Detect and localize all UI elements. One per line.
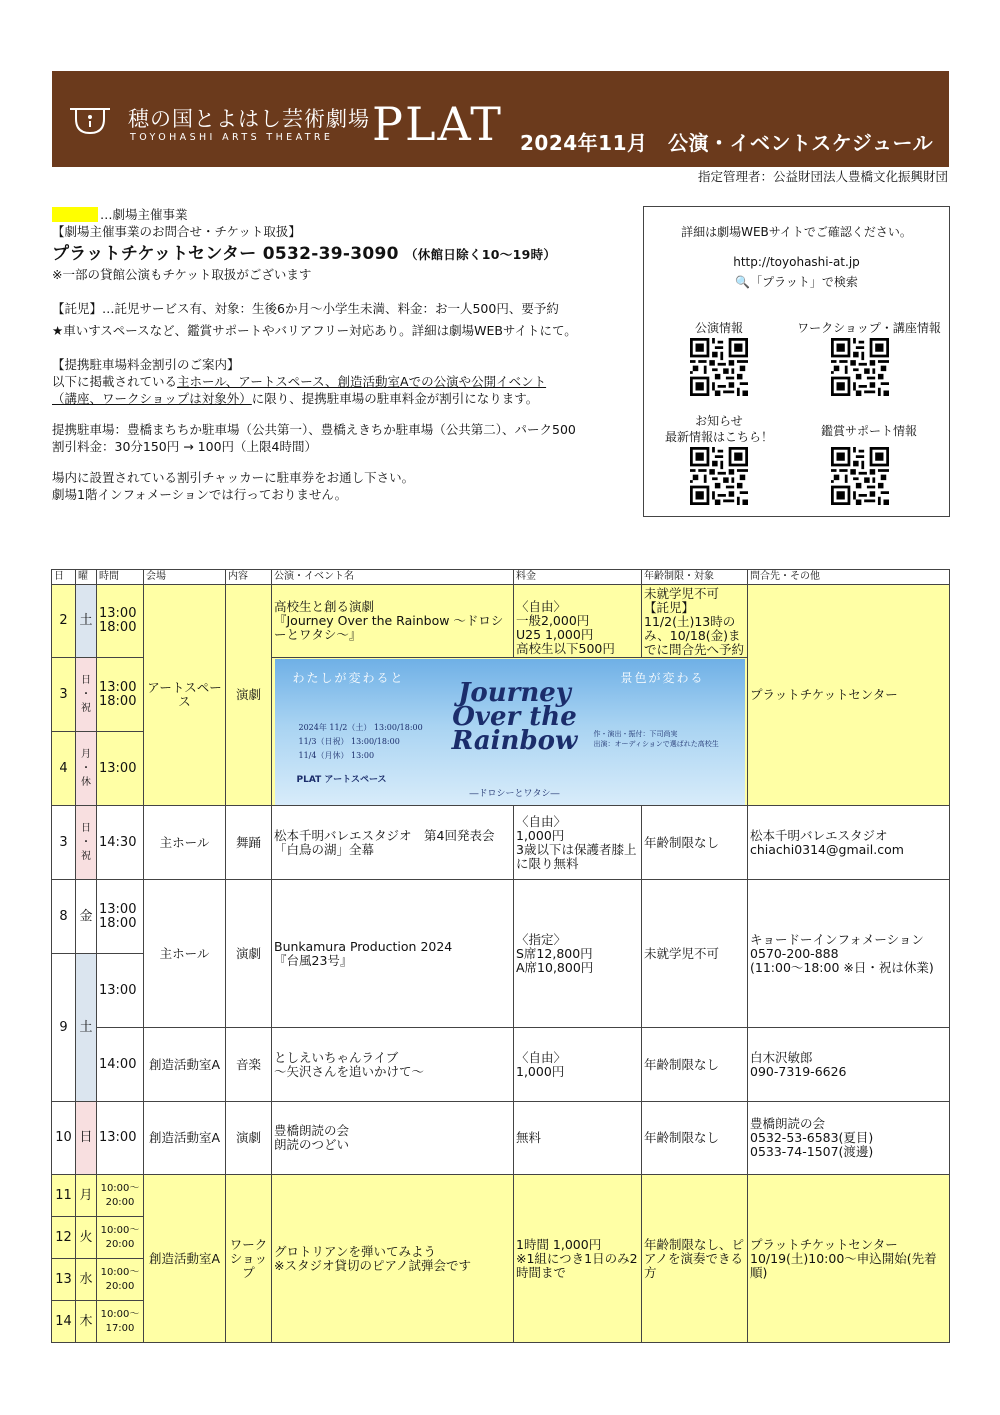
table-row (52, 1028, 950, 1102)
parking-heading: 【提携駐車場料金割引のご案内】 (52, 357, 240, 372)
age-cell: 未就学児不可 【託児】 11/2(土)13時のみ、10/18(金)までに問合先へ予約 (642, 585, 748, 658)
poster-date: 2024年 11/2（土） 13:00/18:00 (298, 722, 423, 732)
qr-label-news-line2: 最新情報はこちら！ (664, 430, 773, 444)
qr-code-icon[interactable] (689, 447, 749, 505)
qr-label-news (654, 413, 784, 445)
weekday-cell: 金 (76, 880, 97, 954)
poster-cell (272, 658, 748, 806)
event-title-cell: グロトリアンを弾いてみよう ※スタジオ貸切のピアノ試弾会です (272, 1175, 514, 1343)
venue-cell: 主ホール (144, 806, 226, 880)
poster-credit: 出演：オーディションで選ばれた高校生 (593, 739, 719, 748)
qr-code-icon[interactable] (830, 338, 890, 396)
event-title-cell: 豊橋朗読の会 朗読のつどい (272, 1102, 514, 1175)
venue-cell: 創造活動室A (144, 1102, 226, 1175)
parking-note-2: 劇場1階インフォメーションでは行っておりません。 (52, 487, 348, 502)
theatre-logo-icon (68, 105, 112, 137)
table-header-row (52, 570, 950, 585)
parking-text-underlined: 主ホール、アートスペース、創造活動室Aでの公演や公開イベント (177, 374, 547, 389)
poster-credits (594, 729, 729, 749)
ticket-center-name: プラットチケットセンター 0532-39-3090 (52, 244, 399, 264)
time-cell: 13:00 18:00 (97, 658, 144, 732)
genre-cell: 音楽 (226, 1028, 272, 1102)
date-cell: 11 (52, 1175, 76, 1217)
qr-code-icon[interactable] (830, 447, 890, 505)
poster-date: 11/3（日祝） 13:00/18:00 (298, 736, 400, 746)
time-cell: 13:00 18:00 (97, 585, 144, 658)
poster-tagline-1: わたしが変わると (292, 670, 405, 685)
magnifier-icon: 🔍 (735, 275, 751, 289)
event-title-cell: としえいちゃんライブ ～矢沢さんを追いかけて～ (272, 1028, 514, 1102)
weekday-cell: 日 ・ 祝 (76, 658, 97, 732)
legend-label: …劇場主催事業 (100, 207, 188, 222)
venue-cell: 創造活動室A (144, 1175, 226, 1343)
age-cell: 年齢制限なし (642, 1028, 748, 1102)
poster-date: 11/4（月休） 13:00 (298, 750, 375, 760)
date-cell: 3 (52, 806, 76, 880)
date-cell: 4 (52, 732, 76, 806)
table-row (52, 880, 950, 954)
qr-label-news-line1: お知らせ (695, 414, 743, 428)
time-cell: 13:00 (97, 954, 144, 1028)
contact-cell: プラットチケットセンター (748, 585, 950, 806)
header-banner (52, 71, 949, 167)
poster-title: Journey Over the Rainbow (451, 677, 578, 756)
qr-label-performances: 公演情報 (694, 321, 743, 335)
table-row (52, 585, 950, 658)
legend (52, 206, 622, 223)
poster-credit: 作・演出・振付：下司尚実 (593, 729, 678, 738)
date-cell: 14 (52, 1301, 76, 1343)
price-cell: 1時間 1,000円 ※1組につき1日のみ2時間まで (514, 1175, 642, 1343)
column-header: 会場 (144, 570, 226, 585)
weekday-cell: 月 (76, 1175, 97, 1217)
date-cell: 3 (52, 658, 76, 732)
website-info-box (643, 206, 950, 517)
qr-code-icon[interactable] (689, 338, 749, 396)
qr-label-support: 鑑賞サポート情報 (820, 424, 917, 438)
genre-cell: 演劇 (226, 585, 272, 806)
table-row (52, 806, 950, 880)
column-header: 内容 (226, 570, 272, 585)
price-cell: 〈自由〉 1,000円 (514, 1028, 642, 1102)
date-cell: 8 (52, 880, 76, 954)
legend-swatch (52, 207, 98, 222)
web-search (644, 273, 949, 290)
parking-text-underlined: （講座、ワークショップは対象外） (52, 391, 252, 406)
logo-japanese: 穂の国とよはし芸術劇場 (128, 107, 370, 131)
time-cell: 13:00 18:00 (97, 880, 144, 954)
contact-cell: 松本千明バレエスタジオ chiachi0314@gmail.com (748, 806, 950, 880)
date-cell: 12 (52, 1217, 76, 1259)
column-header: 時間 (97, 570, 144, 585)
contact-cell: プラットチケットセンター 10/19(土)10:00～申込開始(先着順) (748, 1175, 950, 1343)
web-heading: 詳細は劇場WEBサイトでご確認ください。 (681, 225, 912, 239)
weekday-cell: 日 (76, 1102, 97, 1175)
contact-cell: 白木沢敏郎 090-7319-6626 (748, 1028, 950, 1102)
weekday-cell: 水 (76, 1259, 97, 1301)
contact-cell: キョードーインフォメーション 0570-200-888 (11:00～18:00 ※日・祝は休業) (748, 880, 950, 1028)
info-section (52, 206, 622, 503)
venue-cell: 主ホール (144, 880, 226, 1028)
event-title-cell: 高校生と創る演劇 『Journey Over the Rainbow ～ドロシーとワタシ～』 (272, 585, 514, 658)
price-cell: 無料 (514, 1102, 642, 1175)
age-cell: 年齢制限なし (642, 806, 748, 880)
column-header: 料金 (514, 570, 642, 585)
qr-label-workshops: ワークショップ・講座情報 (797, 321, 941, 335)
ticket-note: ※一部の貸館公演もチケット取扱がございます (52, 267, 312, 282)
time-cell: 13:00 (97, 1102, 144, 1175)
price-cell: 〈自由〉 1,000円 3歳以下は保護者膝上に限り無料 (514, 806, 642, 880)
genre-cell: 演劇 (226, 1102, 272, 1175)
parking-text: に限り、提携駐車場の駐車料金が割引になります。 (251, 391, 539, 406)
parking-line-2 (52, 390, 622, 407)
genre-cell: 演劇 (226, 880, 272, 1028)
event-title-cell: Bunkamura Production 2024 『台風23号』 (272, 880, 514, 1028)
poster-dates (299, 721, 423, 763)
genre-cell: 舞踊 (226, 806, 272, 880)
weekday-cell: 土 (76, 954, 97, 1102)
table-row (52, 1102, 950, 1175)
childcare-info: 【託児】…託児サービス有、対象：生後6か月～小学生未満、料金：お一人500円、要予約 (52, 301, 559, 316)
date-cell: 9 (52, 954, 76, 1102)
parking-line-1 (52, 373, 622, 390)
time-cell: 10:00～ 20:00 (97, 1217, 144, 1259)
event-poster (275, 659, 745, 805)
age-cell: 年齢制限なし、ピアノを演奏できる方 (642, 1175, 748, 1343)
weekday-cell: 土 (76, 585, 97, 658)
column-header: 曜 (76, 570, 97, 585)
time-cell: 14:30 (97, 806, 144, 880)
time-cell: 13:00 (97, 732, 144, 806)
table-row (52, 1175, 950, 1217)
weekday-cell: 火 (76, 1217, 97, 1259)
column-header: 年齢制限・対象 (642, 570, 748, 585)
ticket-center-hours: （休館日除く10～19時） (404, 247, 557, 262)
time-cell: 10:00～ 20:00 (97, 1259, 144, 1301)
logo-english: TOYOHASHI ARTS THEATRE (130, 132, 334, 143)
accessibility-info: ★車いすスペースなど、鑑賞サポートやバリアフリー対応あり。詳細は劇場WEBサイトにて。 (52, 323, 577, 338)
price-cell: 〈自由〉 一般2,000円 U25 1,000円 高校生以下500円 (514, 585, 642, 658)
weekday-cell: 木 (76, 1301, 97, 1343)
logo-plat: PLAT (372, 97, 503, 151)
age-cell: 未就学児不可 (642, 880, 748, 1028)
parking-lots: 提携駐車場：豊橋まちちか駐車場（公共第一）、豊橋えきちか駐車場（公共第二）、パーク500 (52, 422, 576, 437)
poster-tagline-2: 景色が変わる (620, 670, 705, 685)
time-cell: 10:00～ 20:00 (97, 1175, 144, 1217)
event-title-cell: 松本千明バレエスタジオ 第4回発表会 「白鳥の湖」全幕 (272, 806, 514, 880)
poster-venue: PLAT アートスペース (296, 774, 387, 785)
poster-subtitle: ―ドロシーとワタシ― (469, 788, 560, 799)
contact-cell: 豊橋朗読の会 0532-53-6583(夏目) 0533-74-1507(渡邊) (748, 1102, 950, 1175)
column-header: 日 (52, 570, 76, 585)
contact-heading: 【劇場主催事業のお問合せ・チケット取扱】 (52, 224, 301, 239)
price-cell: 〈指定〉 S席12,800円 A席10,800円 (514, 880, 642, 1028)
schedule-table (51, 569, 950, 1343)
column-header: 公演・イベント名 (272, 570, 514, 585)
manager-text: 指定管理者：公益財団法人豊橋文化振興財団 (697, 169, 948, 184)
time-cell: 14:00 (97, 1028, 144, 1102)
parking-text: 以下に掲載されている (52, 374, 178, 389)
date-cell: 10 (52, 1102, 76, 1175)
weekday-cell: 月 ・ 休 (76, 732, 97, 806)
weekday-cell: 日 ・ 祝 (76, 806, 97, 880)
page-title: 2024年11月 公演・イベントスケジュール (520, 131, 934, 155)
age-cell: 年齢制限なし (642, 1102, 748, 1175)
column-header: 問合先・その他 (748, 570, 950, 585)
parking-note-1: 場内に設置されている割引チャッカーに駐車券をお通し下さい。 (52, 470, 415, 485)
venue-cell: アートスペース (144, 585, 226, 806)
venue-cell: 創造活動室A (144, 1028, 226, 1102)
date-cell: 2 (52, 585, 76, 658)
parking-discount: 割引料金：30分150円 → 100円（上限4時間） (52, 439, 317, 454)
web-url[interactable]: http://toyohashi-at.jp (733, 255, 860, 269)
web-search-text: 「プラット」で検索 (750, 275, 858, 289)
genre-cell: ワーク ショップ (226, 1175, 272, 1343)
time-cell: 10:00～ 17:00 (97, 1301, 144, 1343)
date-cell: 13 (52, 1259, 76, 1301)
ticket-center (52, 243, 622, 266)
